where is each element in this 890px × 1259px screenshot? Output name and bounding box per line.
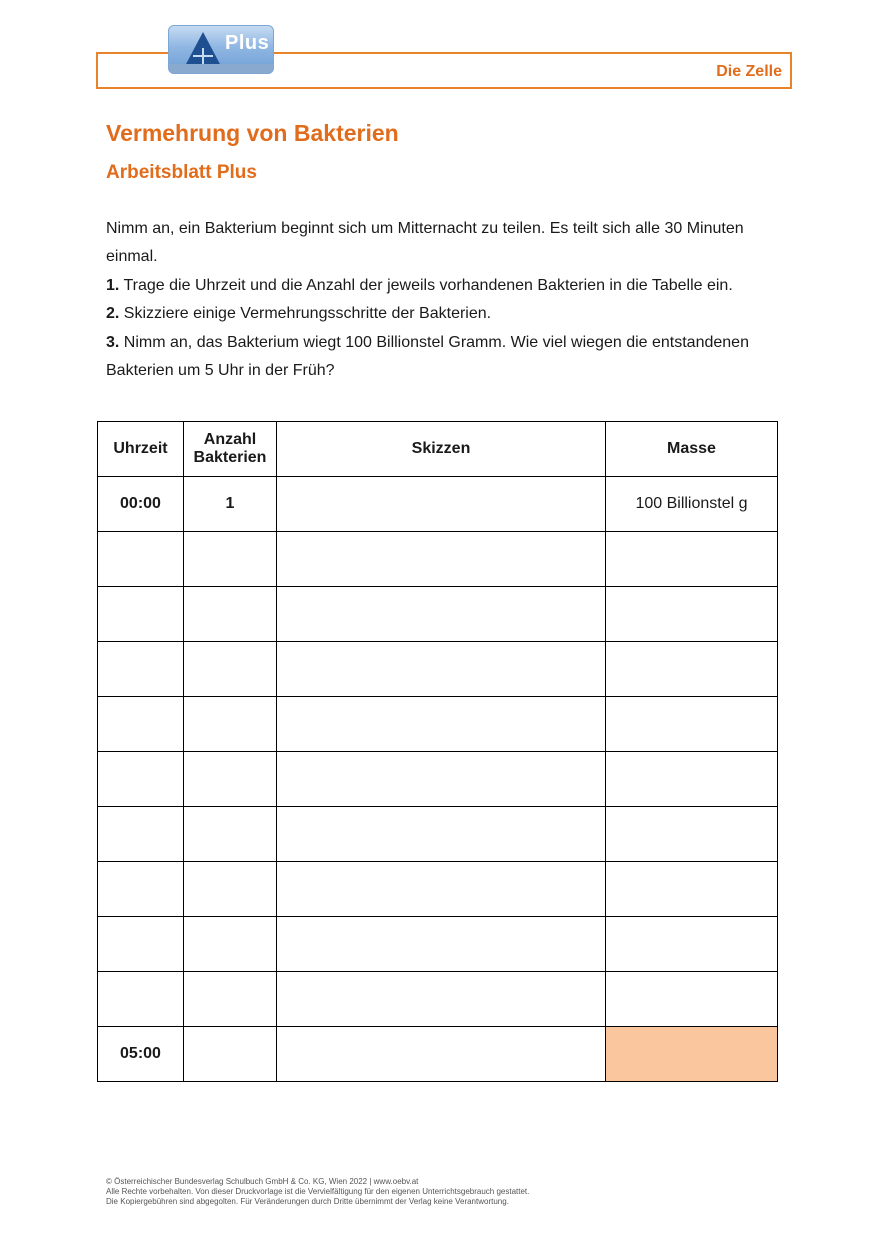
- task-1-text: Trage die Uhrzeit und die Anzahl der jeweils vorhandenen Bakterien in die Tabelle ein.: [123, 276, 733, 294]
- triangle-logo-icon: [183, 30, 223, 68]
- cell-sketch[interactable]: [277, 752, 606, 807]
- cell-time[interactable]: [98, 862, 184, 917]
- cell-time[interactable]: [98, 972, 184, 1027]
- logo-band: [169, 64, 273, 73]
- section-title: Die Zelle: [716, 63, 782, 80]
- cell-mass-answer[interactable]: [606, 1027, 778, 1082]
- cell-sketch[interactable]: [277, 477, 606, 532]
- cell-count[interactable]: 1: [184, 477, 277, 532]
- footer-liability: Die Kopiergebühren sind abgegolten. Für Veränderungen durch Dritte übernimmt der Verlag keine Verantwortung.: [106, 1197, 509, 1206]
- cell-sketch[interactable]: [277, 532, 606, 587]
- cell-count[interactable]: [184, 642, 277, 697]
- cell-count[interactable]: [184, 807, 277, 862]
- table-row: [98, 807, 778, 862]
- cell-mass[interactable]: [606, 972, 778, 1027]
- cell-time[interactable]: [98, 752, 184, 807]
- table-row: [98, 917, 778, 972]
- header-uhrzeit: Uhrzeit: [98, 422, 184, 477]
- task-1: [106, 272, 786, 300]
- plus-logo: [168, 25, 274, 74]
- header-skizzen: Skizzen: [277, 422, 606, 477]
- cell-mass[interactable]: [606, 697, 778, 752]
- cell-count[interactable]: [184, 697, 277, 752]
- table-header-row: [98, 422, 778, 477]
- table-row: [98, 477, 778, 532]
- logo-text: Plus: [225, 32, 270, 54]
- table-row: [98, 642, 778, 697]
- cell-count[interactable]: [184, 917, 277, 972]
- cell-time[interactable]: [98, 917, 184, 972]
- cell-mass[interactable]: [606, 917, 778, 972]
- cell-mass[interactable]: [606, 807, 778, 862]
- cell-sketch[interactable]: [277, 807, 606, 862]
- table-row: [98, 862, 778, 917]
- bacteria-table: [97, 421, 778, 1082]
- task-1-number: 1.: [106, 276, 120, 294]
- task-3-text: Nimm an, das Bakterium wiegt 100 Billionstel Gramm. Wie viel wiegen die entstandenen Bakterien um 5 Uhr in der Früh?: [106, 333, 749, 380]
- table-row: [98, 697, 778, 752]
- header-masse: Masse: [606, 422, 778, 477]
- cell-mass[interactable]: [606, 752, 778, 807]
- table-row: [98, 972, 778, 1027]
- instructions: [106, 215, 786, 385]
- cell-time[interactable]: [98, 532, 184, 587]
- cell-time[interactable]: 00:00: [98, 477, 184, 532]
- task-2-number: 2.: [106, 305, 120, 323]
- footer: [106, 1177, 529, 1207]
- header-anzahl-label: Anzahl Bakterien: [193, 431, 267, 466]
- cell-count[interactable]: [184, 1027, 277, 1082]
- cell-sketch[interactable]: [277, 972, 606, 1027]
- cell-time[interactable]: [98, 697, 184, 752]
- intro-text: Nimm an, ein Bakterium beginnt sich um Mitternacht zu teilen. Es teilt sich alle 30 Minuten einmal.: [106, 220, 744, 266]
- page-title: Vermehrung von Bakterien: [106, 120, 399, 146]
- cell-mass[interactable]: [606, 532, 778, 587]
- footer-copyright: © Österreichischer Bundesverlag Schulbuch GmbH & Co. KG, Wien 2022 | www.oebv.at: [106, 1177, 419, 1186]
- header-anzahl-bakterien: [184, 422, 277, 477]
- cell-count[interactable]: [184, 532, 277, 587]
- cell-mass[interactable]: [606, 642, 778, 697]
- cell-count[interactable]: [184, 862, 277, 917]
- cell-time[interactable]: [98, 807, 184, 862]
- table-row: [98, 752, 778, 807]
- cell-time[interactable]: [98, 642, 184, 697]
- cell-sketch[interactable]: [277, 1027, 606, 1082]
- table-row: [98, 587, 778, 642]
- table-row: [98, 532, 778, 587]
- cell-sketch[interactable]: [277, 917, 606, 972]
- cell-sketch[interactable]: [277, 642, 606, 697]
- cell-sketch[interactable]: [277, 587, 606, 642]
- footer-rights: Alle Rechte vorbehalten. Von dieser Druckvorlage ist die Vervielfältigung für den eigenen Unterrichtsgebrauch gestattet.: [106, 1187, 530, 1196]
- cell-sketch[interactable]: [277, 862, 606, 917]
- page-subtitle: Arbeitsblatt Plus: [106, 162, 257, 183]
- cell-count[interactable]: [184, 587, 277, 642]
- cell-count[interactable]: [184, 972, 277, 1027]
- cell-count[interactable]: [184, 752, 277, 807]
- cell-mass[interactable]: [606, 862, 778, 917]
- task-3-number: 3.: [106, 333, 120, 351]
- cell-sketch[interactable]: [277, 697, 606, 752]
- task-2-text: Skizziere einige Vermehrungsschritte der Bakterien.: [123, 305, 492, 323]
- table-row-final: [98, 1027, 778, 1082]
- cell-mass[interactable]: [606, 587, 778, 642]
- task-3: [106, 329, 786, 386]
- cell-mass[interactable]: 100 Billionstel g: [606, 477, 778, 532]
- cell-time[interactable]: 05:00: [98, 1027, 184, 1082]
- cell-time[interactable]: [98, 587, 184, 642]
- task-2: [106, 300, 786, 328]
